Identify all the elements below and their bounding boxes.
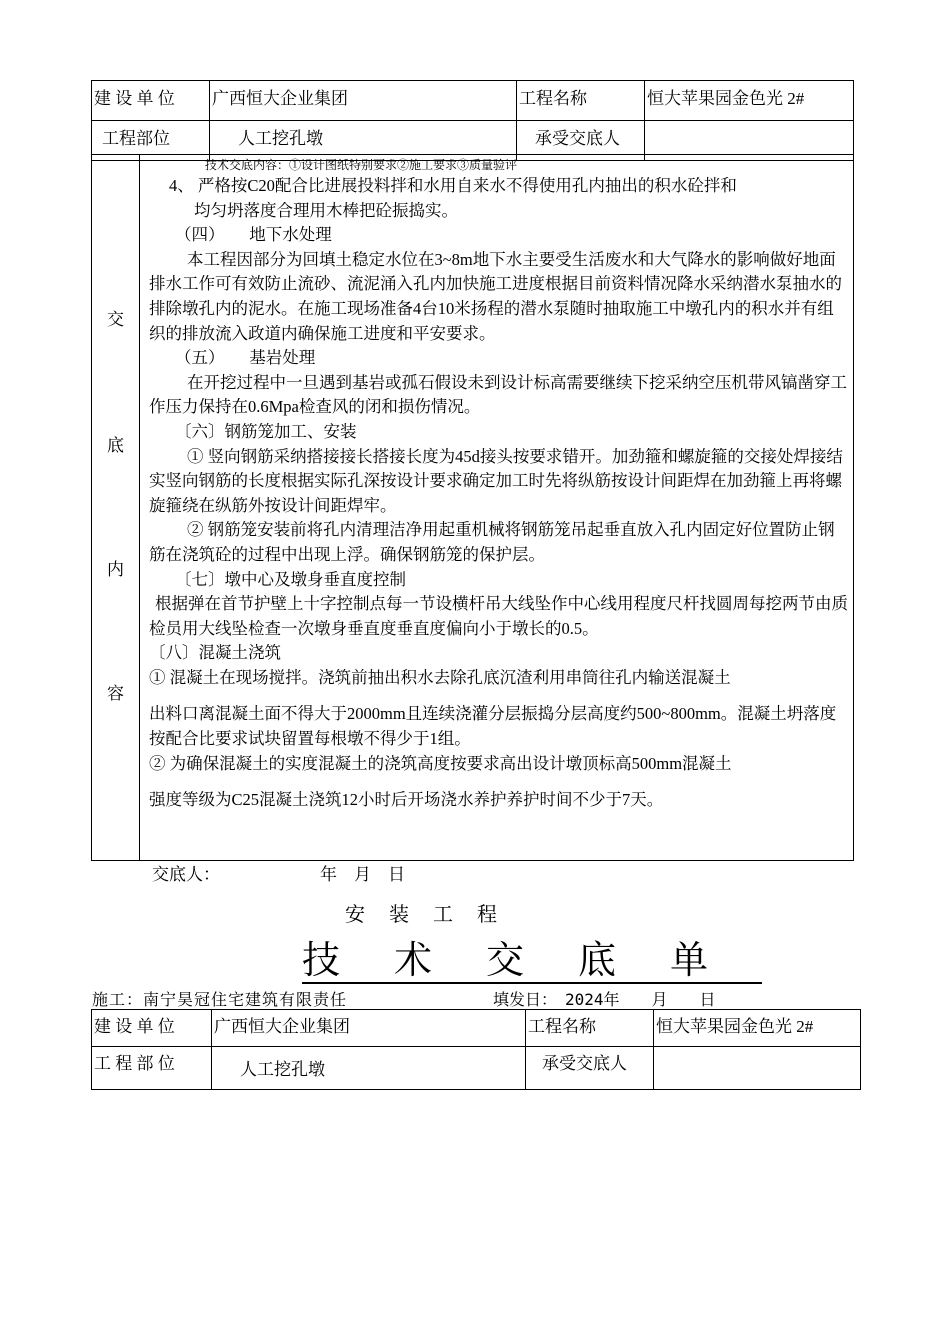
side-label-char: 容	[107, 684, 124, 703]
paragraph: ② 钢筋笼安装前将孔内清理洁净用起重机械将钢筋笼吊起垂直放入孔内固定好位置防止钢筋在浇筑砼的过程中出现上浮。确保钢筋笼的保护层。	[149, 520, 835, 564]
paragraph: 在开挖过程中一旦遇到基岩或孤石假设未到设计标高需要继续下挖采纳空压机带风镐凿穿工作压力保持在0.6Mpa检查风的闭和损伤情况。	[149, 372, 847, 417]
section-title: 〔八〕混凝土浇筑	[149, 643, 281, 663]
section-title: （四） 地下水处理	[175, 225, 332, 245]
project-name-label: 工程名称	[526, 1010, 654, 1047]
recipient-value	[654, 1047, 861, 1090]
section-title: （五） 基岩处理	[175, 348, 316, 368]
project-part-label: 工程部位	[92, 121, 210, 161]
paragraph: 强度等级为C25混凝土浇筑12小时后开场浇水养护养护时间不少于7天。	[149, 790, 664, 810]
project-name-value: 恒大苹果园金色光 2#	[645, 81, 854, 121]
section-title: 〔六〕钢筋笼加工、安装	[175, 421, 357, 441]
table-row	[92, 81, 854, 121]
construction-unit-label: 建 设 单 位	[92, 1010, 212, 1047]
project-part-value: 人工挖孔墩	[210, 121, 517, 161]
paragraph: 根据弹在首节护壁上十字控制点每一节设横杆吊大线坠作中心线用程度尺杆找圆周每挖两节由质检员用大线坠检查一次墩身垂直度垂直度偏向小于墩长的0.5。	[149, 594, 848, 638]
fill-date: 填发日： 2024年 月 日	[493, 990, 716, 1009]
recipient-label: 承受交底人	[526, 1047, 654, 1090]
side-label-char: 交	[107, 310, 124, 329]
company-line: 施工：南宁昊冠住宅建筑有限责任	[92, 990, 348, 1009]
project-name-label: 工程名称	[517, 81, 645, 121]
form-title: 技术交底单	[302, 938, 763, 982]
signer-label: 交底人：	[152, 865, 220, 884]
table-row	[92, 1047, 861, 1090]
side-label-char: 底	[107, 436, 124, 455]
section-title: 〔七〕墩中心及墩身垂直度控制	[175, 569, 406, 589]
side-label-cell	[92, 155, 140, 861]
construction-unit-value: 广西恒大企业集团	[210, 81, 517, 121]
signature-line	[152, 860, 405, 885]
content-header: 技术交底内容：①设计图纸特别要求②施工要求③质量验评	[205, 158, 518, 172]
second-header-table	[91, 1009, 861, 1090]
paragraph: ② 为确保混凝土的实度混凝土的浇筑高度按要求高出设计墩顶标高500mm混凝土	[149, 753, 732, 773]
project-part-value: 人工挖孔墩	[212, 1047, 526, 1090]
sign-date: 年 月 日	[320, 865, 405, 884]
header-table	[91, 80, 854, 161]
paragraph: ① 竖向钢筋采纳搭接接长搭接长度为45d接头按要求错开。加劲箍和螺旋箍的交接处焊接结实竖向钢筋的长度根据实际孔深按设计要求确定加工时先将纵筋按设计间距焊在加劲箍上再将螺旋箍绕在纵筋外按设计间距焊牢。	[149, 446, 843, 515]
project-name-value: 恒大苹果园金色光 2#	[654, 1010, 861, 1047]
paragraph: 4、 严格按C20配合比进展投料拌和水用自来水不得使用孔内抽出的积水砼拌和	[169, 176, 737, 195]
construction-unit-label: 建 设 单 位	[92, 81, 210, 121]
construction-unit-value: 广西恒大企业集团	[212, 1010, 526, 1047]
paragraph: 均匀坍落度合理用木棒把砼振捣实。	[194, 200, 458, 220]
project-part-label: 工 程 部 位	[92, 1047, 212, 1090]
disclosure-content	[149, 156, 849, 813]
table-row	[92, 1010, 861, 1047]
paragraph: ① 混凝土在现场搅拌。浇筑前抽出积水去除孔底沉渣利用串筒往孔内输送混凝土	[149, 667, 731, 687]
form-subtitle: 安装工程	[345, 902, 521, 926]
recipient-label: 承受交底人	[517, 121, 645, 161]
paragraph: 本工程因部分为回填土稳定水位在3~8m地下水主要受生活废水和大气降水的影响做好地面排水工作可有效防止流砂、流泥涌入孔内加快施工进度根据目前资料情况降水采纳潜水泵抽水的排除墩孔内的泥水。在施工现场准备4台10米扬程的潜水泵随时抽取施工中墩孔内的积水并有组织的排放流入政道内确保施工进度和平安要求。	[149, 249, 842, 343]
paragraph: 出料口离混凝土面不得大于2000mm且连续浇灌分层振捣分层高度约500~800mm。混凝土坍落度按配合比要求试块留置每根墩不得少于1组。	[149, 704, 837, 749]
side-label-char: 内	[107, 560, 124, 579]
